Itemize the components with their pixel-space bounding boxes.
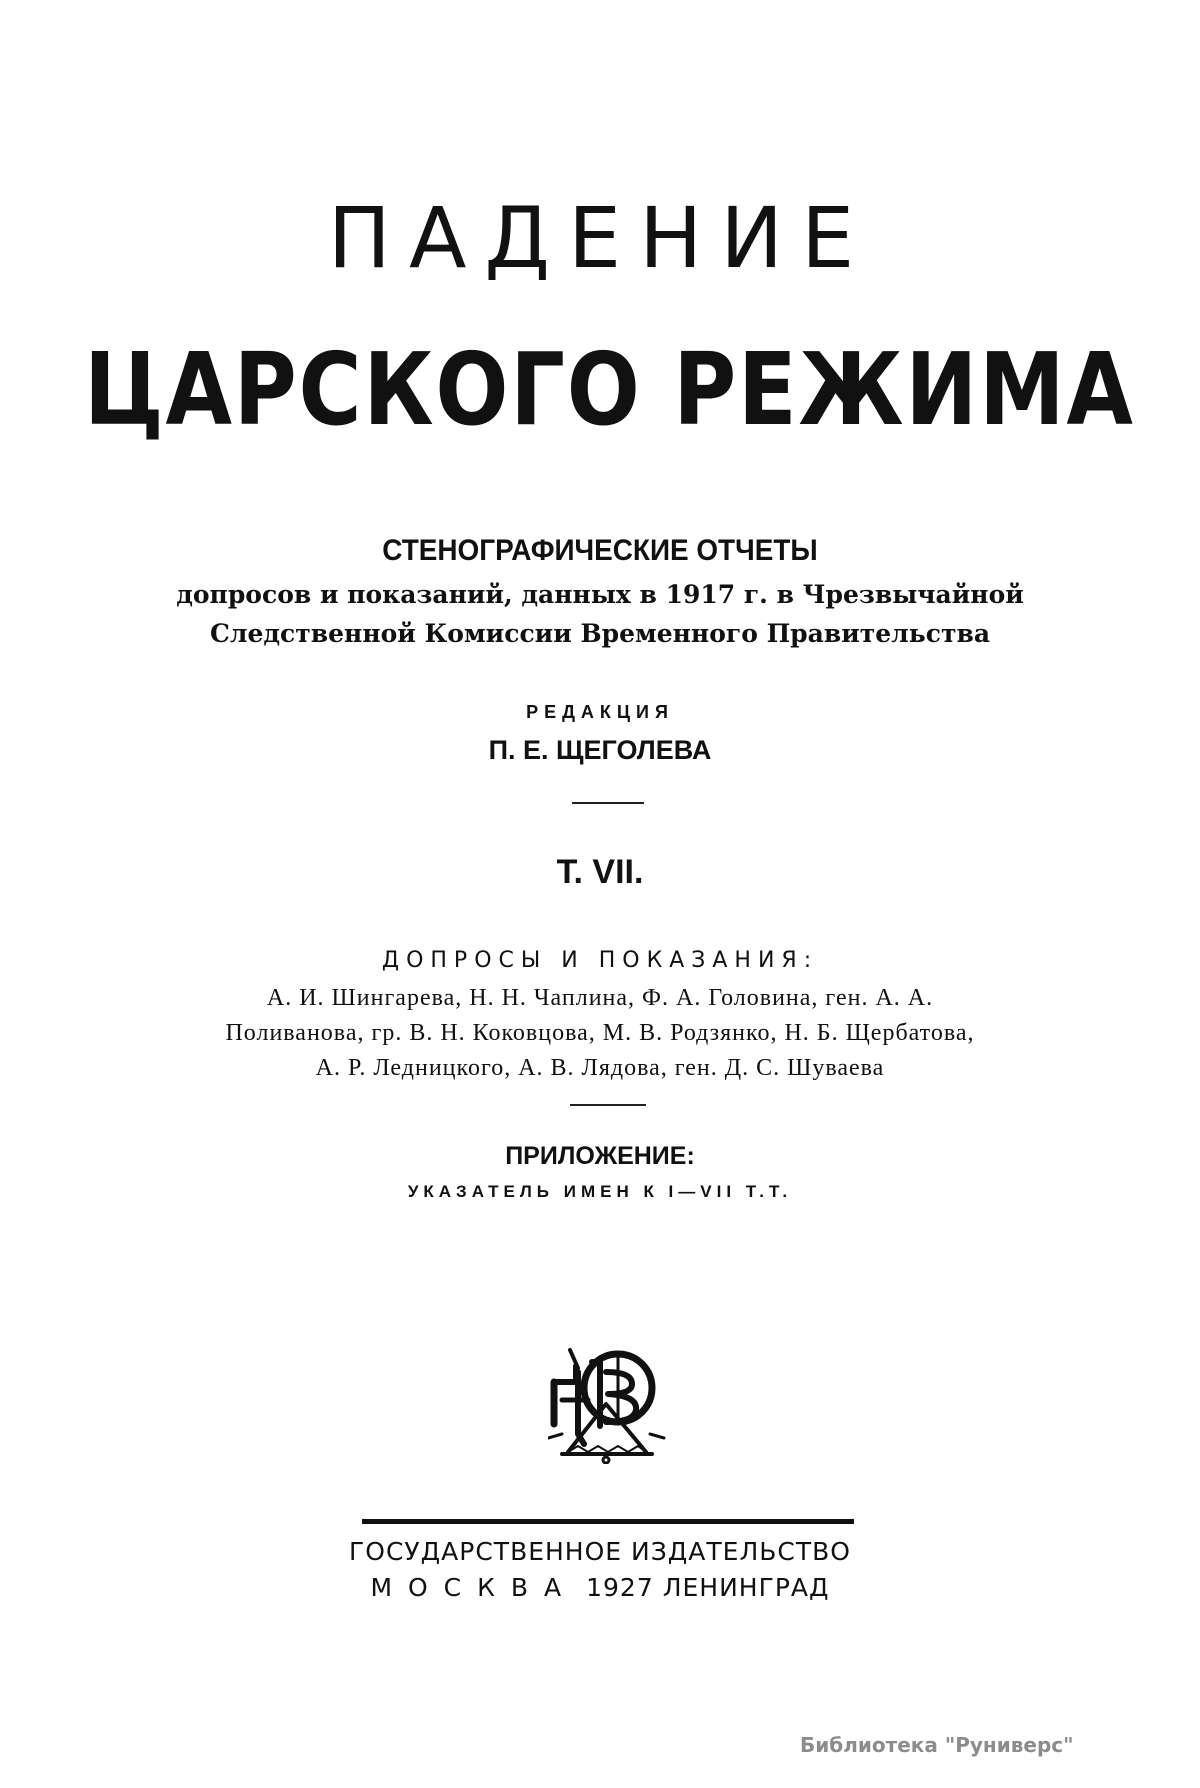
publisher-location-line (0, 1571, 1200, 1605)
publisher-city-moscow: МОСКВА (370, 1573, 578, 1602)
subtitle: СТЕНОГРАФИЧЕСКИЕ ОТЧЕТЫ (382, 534, 818, 567)
volume-number: Т. VII. (556, 853, 644, 891)
interrogations-line-2: Поливанова, гр. В. Н. Коковцова, М. В. Родзянко, Н. Б. Щербатова, (225, 1020, 975, 1046)
divider (572, 802, 644, 804)
appendix-text: УКАЗАТЕЛЬ ИМЕН К I—VII Т.Т. (407, 1182, 793, 1201)
appendix-heading: ПРИЛОЖЕНИЕ: (505, 1142, 695, 1170)
publisher-monogram-logo-icon (548, 1342, 666, 1464)
interrogations-line-1: А. И. Шингарева, Н. Н. Чаплина, Ф. А. Головина, ген. А. А. (266, 985, 934, 1011)
book-title-line-2: ЦАРСКОГО РЕЖИМА (84, 331, 1135, 448)
book-title-line-1: ПАДЕНИЕ (327, 189, 873, 287)
interrogations-line-3: А. Р. Ледницкого, А. В. Лядова, ген. Д. С. Шуваева (315, 1055, 885, 1081)
interrogations-heading: ДОПРОСЫ И ПОКАЗАНИЯ: (381, 948, 819, 973)
publication-year: 1927 (586, 1573, 654, 1602)
library-watermark: Библиотека "Руниверс" (800, 1733, 1074, 1757)
publisher-name: ГОСУДАРСТВЕННОЕ ИЗДАТЕЛЬСТВО (349, 1537, 851, 1566)
editor-name: П. Е. ЩЕГОЛЕВА (488, 735, 712, 765)
editor-label: РЕДАКЦИЯ (526, 702, 674, 722)
publisher-city-leningrad: ЛЕНИНГРАД (662, 1573, 830, 1602)
publisher-rule (362, 1519, 854, 1524)
description-line-2: Следственной Комиссии Временного Правительства (209, 619, 991, 648)
description-line-1: допросов и показаний, данных в 1917 г. в Чрезвычайной (176, 580, 1024, 609)
divider (570, 1104, 646, 1106)
